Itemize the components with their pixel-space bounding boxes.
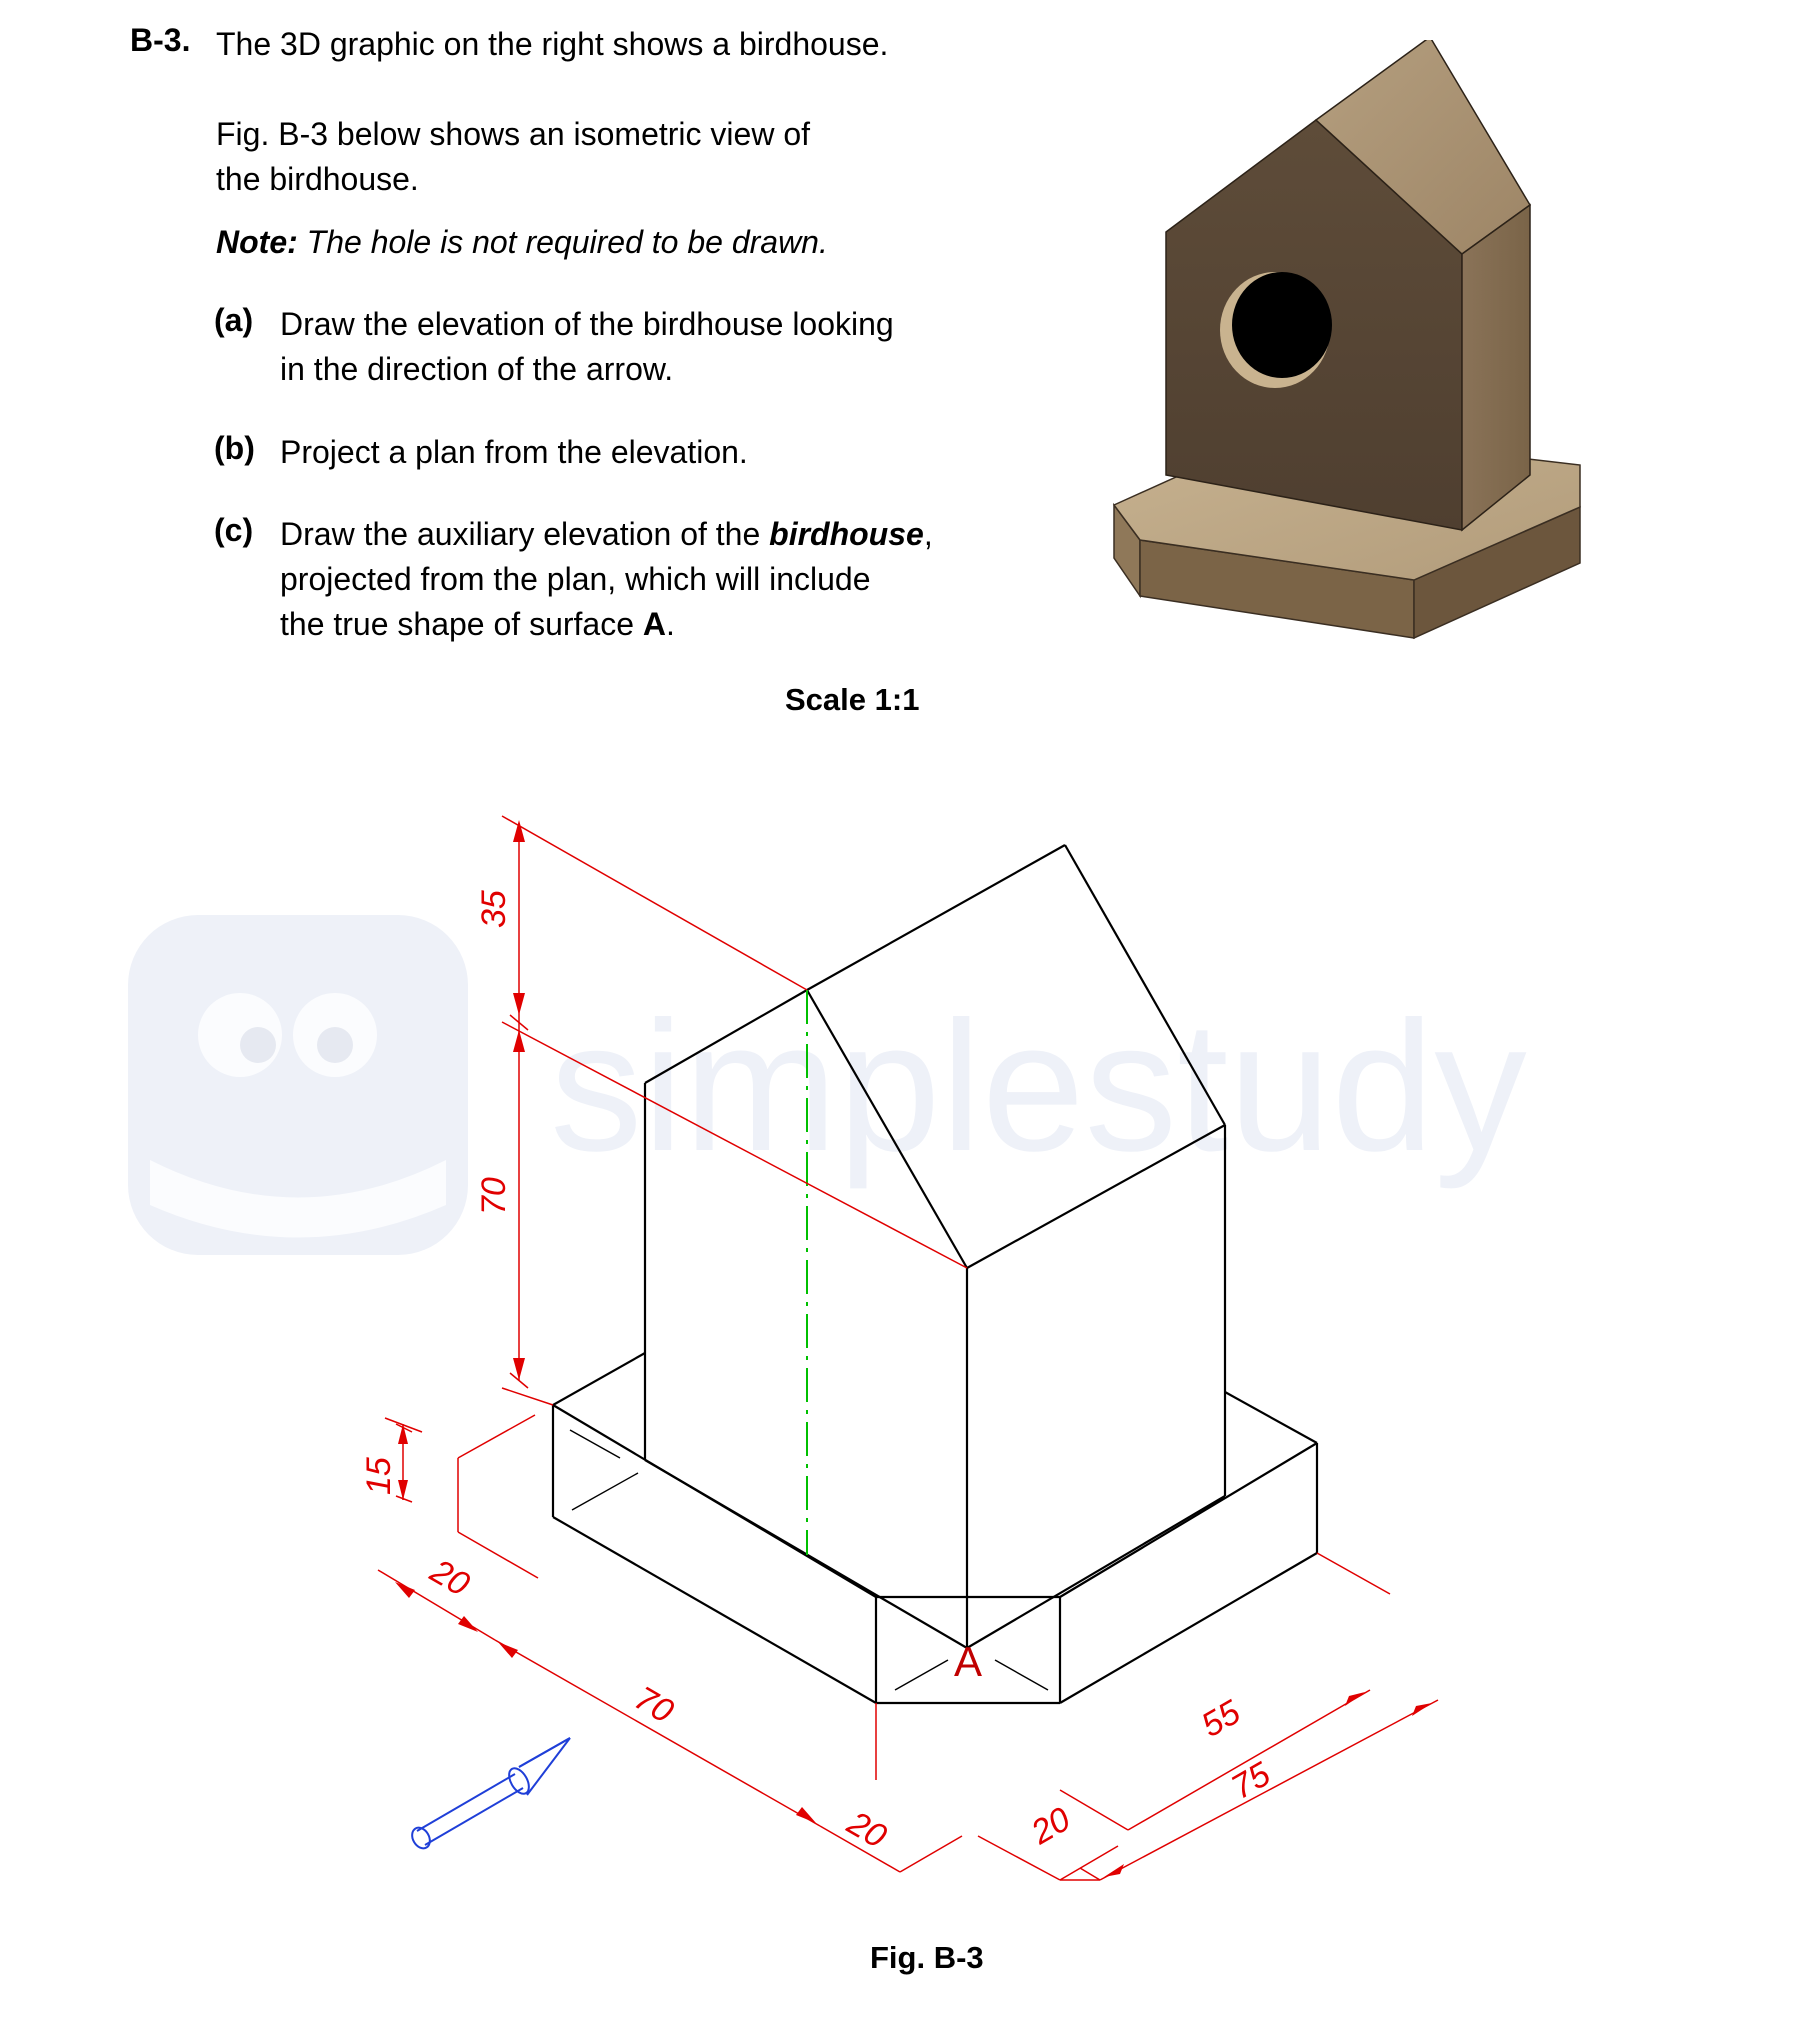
- part-b-label: (b): [214, 430, 255, 466]
- dim-20-front: 20: [841, 1804, 893, 1856]
- part-c-line-1-end: ,: [923, 516, 933, 552]
- note-label: Note:: [216, 224, 298, 260]
- scale-label: Scale 1:1: [785, 682, 920, 717]
- question-intro: The 3D graphic on the right shows a birdhouse.: [216, 26, 889, 62]
- dim-75: 75: [1225, 1755, 1277, 1807]
- dim-55: 55: [1195, 1693, 1247, 1745]
- note-text: The hole is not required to be drawn.: [297, 224, 828, 260]
- part-c-emphasis-surface-a: A: [642, 606, 666, 642]
- dim-35: 35: [475, 890, 513, 928]
- dim-70-vertical: 70: [475, 1177, 513, 1215]
- part-a-label: (a): [214, 302, 254, 338]
- dim-70-front: 70: [628, 1679, 680, 1731]
- part-c-line-2: projected from the plan, which will include: [280, 561, 871, 597]
- part-c-label: (c): [214, 512, 254, 548]
- part-c-line-3-text: the true shape of surface: [280, 606, 643, 642]
- dim-20-left: 20: [424, 1552, 476, 1604]
- part-a-line-1: Draw the elevation of the birdhouse looking: [280, 306, 894, 342]
- part-c-emphasis-birdhouse: birdhouse: [769, 516, 924, 552]
- watermark-mark: [128, 915, 468, 1255]
- figure-reference-line-1: Fig. B-3 below shows an isometric view of: [216, 116, 810, 152]
- surface-a-label: A: [953, 1638, 983, 1685]
- dim-15: 15: [360, 1457, 398, 1495]
- part-c-line-1-text: Draw the auxiliary elevation of the: [280, 516, 770, 552]
- figure-caption: Fig. B-3: [870, 1940, 984, 1975]
- dim-20-chamfer: 20: [1025, 1800, 1077, 1852]
- part-c-line-3-end: .: [666, 606, 675, 642]
- part-a-line-2: in the direction of the arrow.: [280, 351, 674, 387]
- figure-reference-line-2: the birdhouse.: [216, 161, 419, 197]
- question-number: B-3.: [130, 22, 191, 58]
- part-b-line-1: Project a plan from the elevation.: [280, 434, 748, 470]
- watermark-word-final: simplestudy: [550, 984, 1527, 1190]
